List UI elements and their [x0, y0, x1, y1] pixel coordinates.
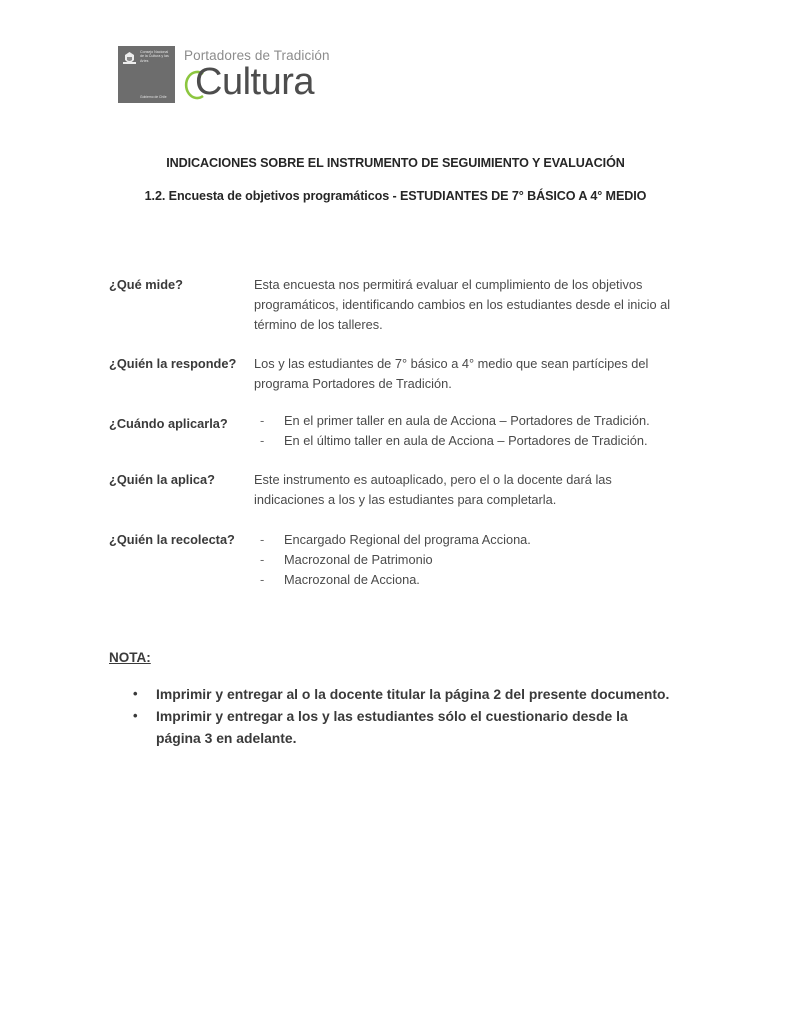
info-list: [254, 411, 684, 451]
bullet-icon: •: [133, 708, 138, 723]
list-item: - Macrozonal de Acciona.: [254, 570, 684, 590]
list-item: - Encargado Regional del programa Acciona.: [254, 530, 684, 550]
dash-marker: -: [260, 433, 265, 448]
chile-coat-of-arms-icon: [122, 51, 137, 66]
info-list: [254, 530, 684, 590]
document-title: INDICACIONES SOBRE EL INSTRUMENTO DE SEGUIMIENTO Y EVALUACIÓN: [166, 156, 625, 170]
info-label: ¿Quién la responde?: [109, 356, 237, 371]
program-logotype: [183, 46, 353, 104]
dash-marker: -: [260, 572, 265, 587]
info-label: ¿Quién la aplica?: [109, 472, 215, 487]
dash-marker: -: [260, 532, 265, 547]
nota-list: [131, 683, 671, 749]
dash-marker: -: [260, 413, 265, 428]
bullet-icon: •: [133, 686, 138, 701]
list-item: - En el primer taller en aula de Acciona – Portadores de Tradición.: [254, 411, 684, 431]
document-subtitle: 1.2. Encuesta de objetivos programáticos - ESTUDIANTES DE 7° BÁSICO A 4° MEDIO: [144, 189, 647, 203]
list-item: - Macrozonal de Patrimonio: [254, 550, 684, 570]
info-value: Los y las estudiantes de 7° básico a 4° medio que sean partícipes del programa Portadores de Tradición.: [254, 356, 649, 391]
nota-heading: NOTA:: [109, 650, 151, 665]
government-name: Gobierno de Chile: [140, 95, 167, 99]
header-logo: [118, 46, 353, 104]
info-value: Este instrumento es autoaplicado, pero el o la docente dará las indicaciones a los y las estudiantes para completarla.: [254, 472, 612, 507]
nota-item: • Imprimir y entregar al o la docente titular la página 2 del presente documento.: [131, 683, 671, 705]
government-logo-block: [118, 46, 175, 103]
info-label: ¿Qué mide?: [109, 277, 183, 292]
dash-marker: -: [260, 552, 265, 567]
brand-wordmark: Cultura: [195, 61, 314, 103]
info-label: ¿Cuándo aplicarla?: [109, 416, 228, 431]
info-value: Esta encuesta nos permitirá evaluar el cumplimiento de los objetivos programáticos, identificando cambios en los estudiantes desde el inicio al término de los talleres.: [254, 277, 671, 332]
program-tagline: Portadores de Tradición: [184, 48, 330, 63]
nota-item: • Imprimir y entregar a los y las estudiantes sólo el cuestionario desde la página 3 en adelante.: [131, 705, 671, 749]
info-label: ¿Quién la recolecta?: [109, 532, 235, 547]
list-item: - En el último taller en aula de Acciona – Portadores de Tradición.: [254, 431, 684, 451]
organization-name: Consejo Nacional de la Cultura y las Artes: [140, 50, 169, 63]
